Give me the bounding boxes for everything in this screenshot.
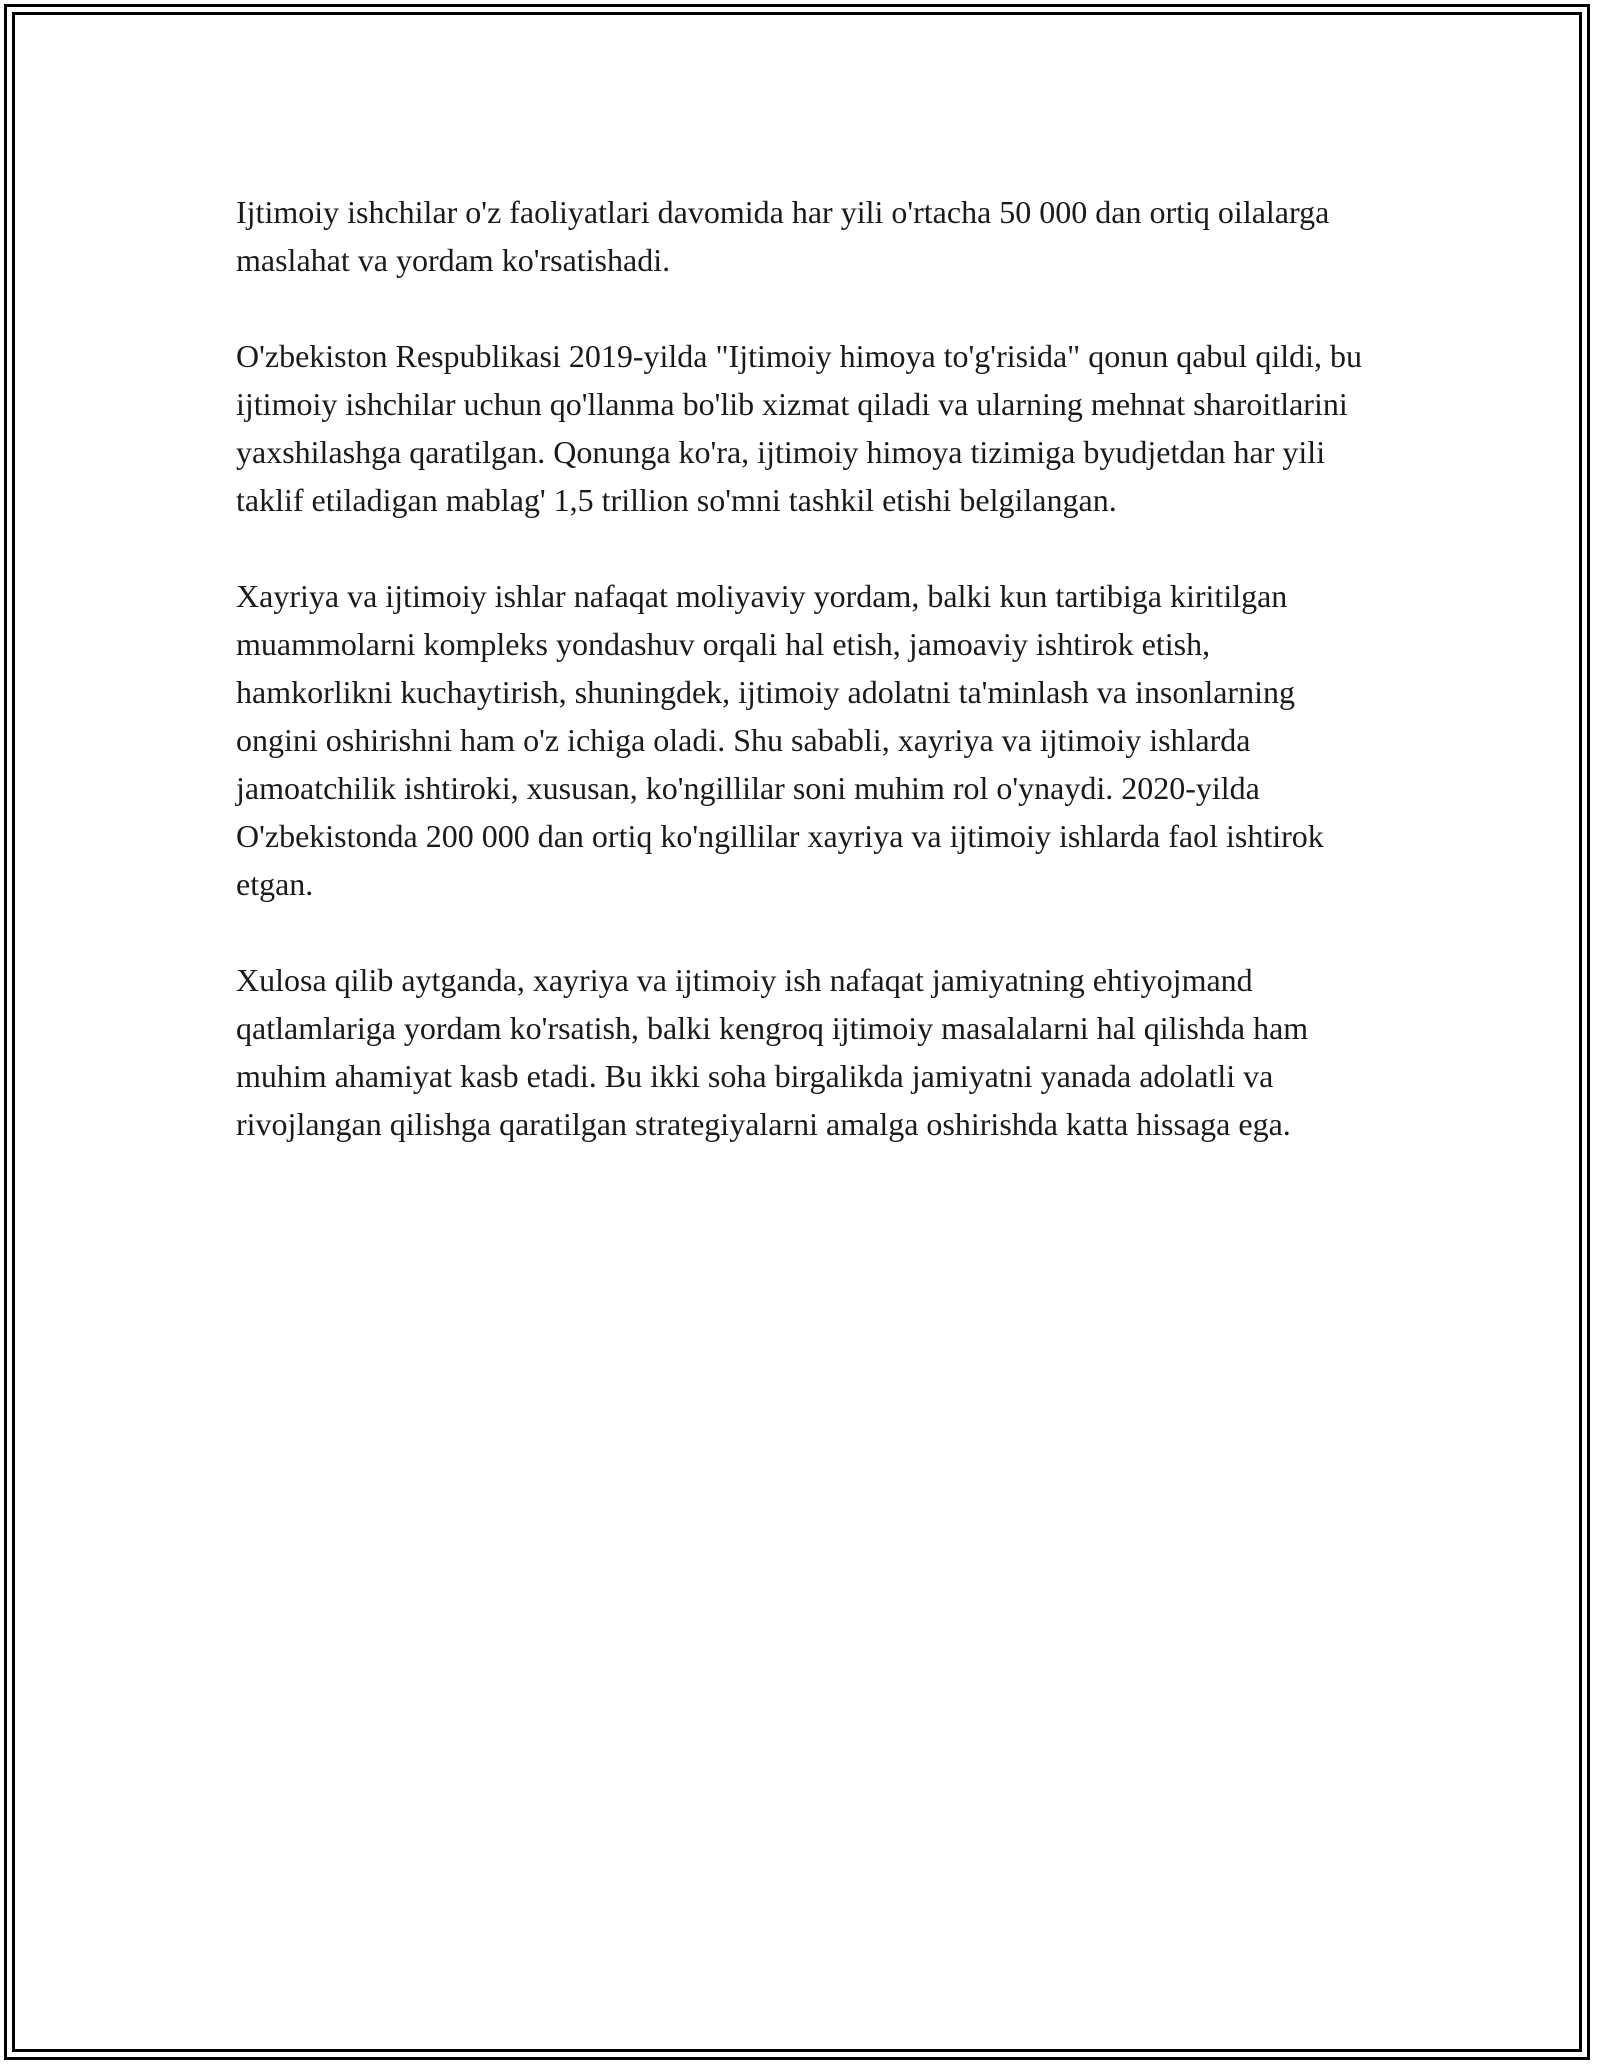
paragraph-1: Ijtimoiy ishchilar o'z faoliyatlari davomida har yili o'rtacha 50 000 dan ortiq oilalarga maslahat va yordam ko'rsatishadi.	[236, 194, 1330, 278]
document-body	[236, 188, 1366, 1196]
paragraph-2: O'zbekiston Respublikasi 2019-yilda "Ijtimoiy himoya to'g'risida" qonun qabul qildi, bu ijtimoiy ishchilar uchun qo'llanma bo'lib xizmat qiladi va ularning mehnat sharoitlarini yaxshilashga qaratilgan. Qonunga ko'ra, ijtimoiy himoya tizimiga byudjetdan har yili taklif etiladigan mablag' 1,5 trillion so'mni tashkil etishi belgilangan.	[236, 338, 1362, 518]
paragraph-4: Xulosa qilib aytganda, xayriya va ijtimoiy ish nafaqat jamiyatning ehtiyojmand qatlamlariga yordam ko'rsatish, balki kengroq ijtimoiy masalalarni hal qilishda ham muhim ahamiyat kasb etadi. Bu ikki soha birgalikda jamiyatni yanada adolatli va rivojlangan qilishga qaratilgan strategiyalarni amalga oshirishda katta hissaga ega.	[236, 962, 1309, 1142]
paragraph-3: Xayriya va ijtimoiy ishlar nafaqat moliyaviy yordam, balki kun tartibiga kiritilgan muammolarni kompleks yondashuv orqali hal etish, jamoaviy ishtirok etish, hamkorlikni kuchaytirish, shuningdek, ijtimoiy adolatni ta'minlash va insonlarning ongini oshirishni ham o'z ichiga oladi. Shu sababli, xayriya va ijtimoiy ishlarda jamoatchilik ishtiroki, xususan, ko'ngillilar soni muhim rol o'ynaydi. 2020-yilda O'zbekistonda 200 000 dan ortiq ko'ngillilar xayriya va ijtimoiy ishlarda faol ishtirok etgan.	[236, 578, 1324, 902]
